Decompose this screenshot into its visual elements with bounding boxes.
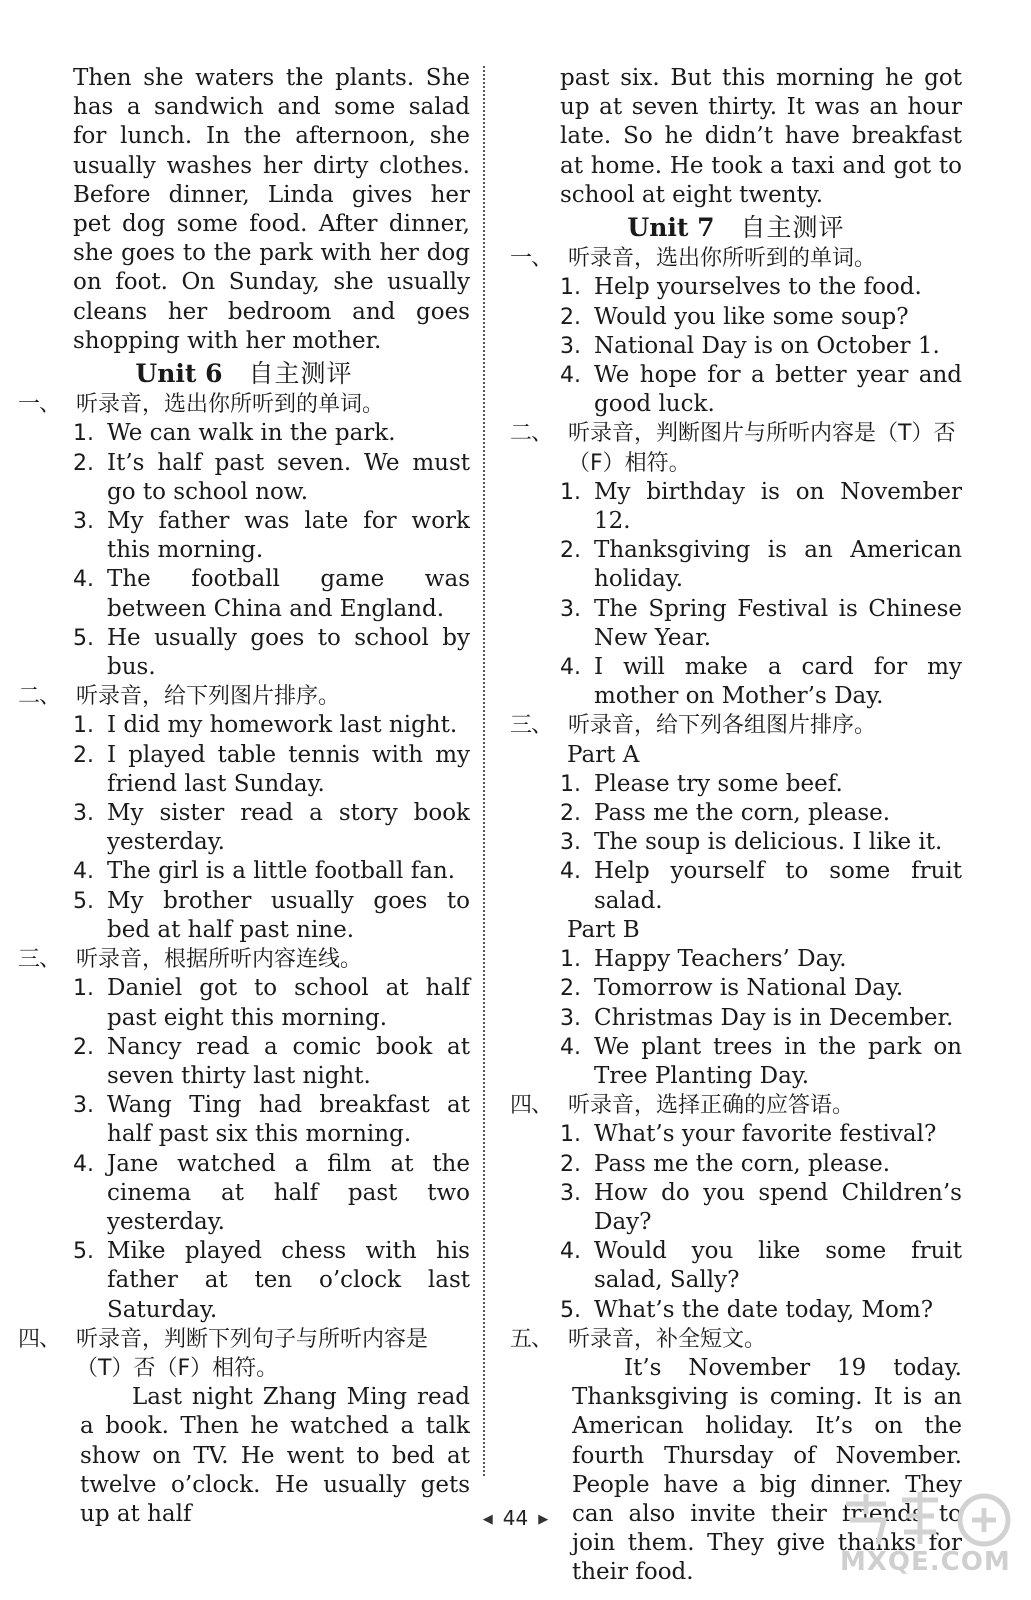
unit7-title-text: Unit 7: [627, 213, 715, 243]
list-item: [560, 536, 962, 594]
list-item: [560, 595, 962, 653]
list-item: [560, 1120, 962, 1149]
item-text: I will make a card for my mother on Mother’s Day.: [594, 654, 962, 710]
unit6-section3-heading: [18, 945, 470, 974]
section-number: 一、: [18, 392, 61, 418]
item-text: Would you like some fruit salad, Sally?: [594, 1238, 962, 1294]
list-item: [560, 974, 962, 1003]
section-instruction: 听录音，选出你所听到的单词。: [76, 392, 385, 418]
item-text: I played table tennis with my friend last Sunday.: [107, 741, 470, 797]
item-text: My brother usually goes to bed at half past nine.: [107, 887, 470, 943]
item-text: Thanksgiving is an American holiday.: [594, 537, 962, 593]
passage-text: It’s November 19 today. Thanksgiving is coming. It is an American holiday. It’s on the fourth Thursday of November. People have a big dinner. They can also invite their friends to join them. They give thanks for their food.: [572, 1354, 962, 1586]
list-item: [73, 887, 470, 945]
item-text: Daniel got to school at half past eight this morning.: [107, 975, 470, 1031]
triangle-left-icon: ◀: [482, 1512, 493, 1527]
list-item: [560, 1150, 962, 1179]
item-number: 5.: [560, 1297, 581, 1323]
item-text: Mike played chess with his father at ten o’clock last Saturday.: [107, 1238, 470, 1323]
list-item: [73, 857, 470, 886]
item-number: 3.: [560, 596, 581, 622]
item-text: What’s the date today, Mom?: [594, 1296, 934, 1323]
item-text: I did my homework last night.: [107, 712, 458, 739]
right-column: [510, 64, 962, 1588]
item-text: My birthday is on November 12.: [594, 478, 962, 535]
item-number: 1.: [560, 275, 581, 301]
list-item: [73, 624, 470, 682]
list-item: [560, 828, 962, 857]
item-number: 2.: [560, 1151, 581, 1177]
left-column: [18, 64, 470, 1529]
page-number: 44: [502, 1506, 529, 1530]
item-number: 2.: [560, 304, 581, 330]
item-number: 2.: [560, 538, 581, 564]
list-item: [73, 741, 470, 799]
item-number: 2.: [560, 801, 581, 827]
list-item: [73, 449, 470, 507]
item-number: 1.: [560, 1122, 581, 1148]
list-item: [560, 361, 962, 419]
item-number: 4.: [73, 1151, 94, 1177]
section-instruction: 听录音，选择正确的应答语。: [568, 1093, 855, 1119]
item-number: 5.: [73, 625, 94, 651]
unit6-subtitle: 自主测评: [248, 359, 353, 389]
item-text: Pass me the corn, please.: [594, 1150, 891, 1177]
list-item: [560, 945, 962, 974]
unit6-section3-list: [18, 974, 470, 1324]
item-number: 3.: [73, 801, 94, 827]
unit7-section5-heading: [510, 1325, 962, 1354]
item-number: 4.: [73, 859, 94, 885]
section-number: 五、: [510, 1326, 553, 1352]
section-instruction: 听录音，判断下列句子与所听内容是（T）否（F）相符。: [76, 1326, 429, 1381]
item-text: We plant trees in the park on Tree Planting Day.: [594, 1033, 962, 1089]
watermark-text: MXQE.COM: [840, 1547, 1011, 1577]
item-number: 1.: [560, 947, 581, 973]
item-text: Christmas Day is in December.: [594, 1004, 954, 1031]
item-text: Tomorrow is National Day.: [594, 975, 904, 1002]
unit7-section4-heading: [510, 1091, 962, 1120]
section-instruction: 听录音，判断图片与所听内容是（T）否（F）相符。: [568, 421, 956, 476]
list-item: [560, 1179, 962, 1237]
item-number: 1.: [560, 479, 581, 505]
item-number: 4.: [73, 567, 94, 593]
item-text: Would you like some soup?: [594, 303, 909, 330]
unit7-title: [510, 213, 962, 242]
intro-paragraph-left: Then she waters the plants. She has a sandwich and some salad for lunch. In the afternoon, she usually washes her dirty clothes. Before dinner, Linda gives her pet dog some food. After dinner, she goes to the park with her dog on foot. On Sunday, she usually cleans her bedroom and goes shopping with her mother.: [73, 65, 470, 354]
list-item: [560, 1033, 962, 1091]
item-number: 4.: [560, 1239, 581, 1265]
item-text: Wang Ting had breakfast at half past six this morning.: [107, 1092, 470, 1148]
item-text: It’s half past seven. We must go to school now.: [107, 449, 470, 505]
unit6-section1-list: [18, 419, 470, 682]
section-instruction: 听录音，选出你所听到的单词。: [568, 246, 877, 272]
section-instruction: 听录音，给下列图片排序。: [76, 684, 341, 710]
list-item: [560, 478, 962, 536]
item-number: 2.: [73, 742, 94, 768]
list-item: [560, 653, 962, 711]
item-number: 1.: [73, 976, 94, 1002]
unit6-section4-heading: [18, 1325, 470, 1383]
item-number: 3.: [560, 333, 581, 359]
item-number: 3.: [73, 1093, 94, 1119]
item-number: 1.: [73, 421, 94, 447]
item-number: 4.: [560, 363, 581, 389]
passage-text: Last night Zhang Ming read a book. Then he watched a talk show on TV. He went to bed at twelve o’clock. He usually gets up at half: [80, 1384, 470, 1527]
item-number: 3.: [560, 830, 581, 856]
item-text: My father was late for work this morning.: [107, 508, 470, 564]
list-item: [73, 1091, 470, 1149]
unit6-title: [18, 359, 470, 388]
list-item: [560, 273, 962, 302]
item-text: How do you spend Children’s Day?: [594, 1179, 962, 1235]
item-text: The Spring Festival is Chinese New Year.: [594, 595, 962, 651]
section-instruction: 听录音，根据所听内容连线。: [76, 947, 363, 973]
unit7-section3-part-a-list: [510, 770, 962, 916]
unit6-title-text: Unit 6: [135, 359, 223, 389]
list-item: [560, 1237, 962, 1295]
item-number: 3.: [73, 509, 94, 535]
list-item: [560, 1296, 962, 1325]
watermark-logo: [836, 1486, 1016, 1586]
list-item: [560, 303, 962, 332]
unit7-section1-list: [510, 273, 962, 419]
section-number: 四、: [510, 1093, 553, 1119]
list-item: [560, 799, 962, 828]
unit6-section2-heading: [18, 682, 470, 711]
part-a-label: Part A: [567, 741, 640, 768]
item-number: 4.: [560, 859, 581, 885]
section-instruction: 听录音，给下列各组图片排序。: [568, 713, 877, 739]
item-text: The football game was between China and England.: [107, 566, 470, 622]
item-text: National Day is on October 1.: [594, 332, 940, 359]
item-text: We hope for a better year and good luck.: [594, 362, 962, 418]
list-item: [73, 1150, 470, 1238]
item-text: The girl is a little football fan.: [107, 858, 456, 885]
item-number: 1.: [73, 713, 94, 739]
section-number: 四、: [18, 1326, 61, 1352]
item-text: Pass me the corn, please.: [594, 800, 891, 827]
list-item: [560, 857, 962, 915]
item-text: Jane watched a film at the cinema at half past two yesterday.: [107, 1150, 470, 1235]
item-text: We can walk in the park.: [107, 420, 396, 447]
list-item: [73, 1033, 470, 1091]
item-text: Nancy read a comic book at seven thirty last night.: [107, 1033, 470, 1089]
column-divider: [483, 66, 485, 1476]
unit7-section3-heading: [510, 711, 962, 740]
watermark-emblem-icon: [836, 1486, 1016, 1556]
list-item: [560, 770, 962, 799]
item-text: Help yourself to some fruit salad.: [594, 858, 962, 914]
unit7-subtitle: 自主测评: [740, 213, 845, 243]
triangle-right-icon: ▶: [538, 1512, 549, 1527]
item-number: 1.: [560, 771, 581, 797]
item-text: What’s your favorite festival?: [594, 1121, 937, 1148]
section-instruction: 听录音，补全短文。: [568, 1326, 767, 1352]
item-number: 5.: [73, 1239, 94, 1265]
list-item: [73, 507, 470, 565]
item-text: The soup is delicious. I like it.: [594, 829, 943, 856]
list-item: [73, 565, 470, 623]
section-number: 三、: [510, 713, 553, 739]
item-text: Happy Teachers’ Day.: [594, 946, 847, 973]
list-item: [73, 1237, 470, 1325]
unit7-section3-part-b-list: [510, 945, 962, 1091]
list-item: [560, 332, 962, 361]
item-number: 2.: [73, 450, 94, 476]
list-item: [73, 419, 470, 448]
item-number: 4.: [560, 655, 581, 681]
item-text: Help yourselves to the food.: [594, 274, 922, 301]
item-number: 4.: [560, 1034, 581, 1060]
part-b-label: Part B: [567, 916, 640, 943]
item-text: Please try some beef.: [594, 770, 843, 797]
intro-paragraph-right: past six. But this morning he got up at seven thirty. It was an hour late. So he didn’t have breakfast at home. He took a taxi and got to school at eight twenty.: [560, 65, 962, 208]
unit7-section4-list: [510, 1120, 962, 1324]
section-number: 一、: [510, 246, 553, 272]
list-item: [73, 799, 470, 857]
unit7-section2-heading: [510, 419, 962, 477]
item-number: 2.: [560, 976, 581, 1002]
section-number: 二、: [18, 684, 61, 710]
item-number: 3.: [560, 1180, 581, 1206]
section-number: 三、: [18, 947, 61, 973]
unit6-section2-list: [18, 711, 470, 945]
section-number: 二、: [510, 421, 553, 447]
item-text: He usually goes to school by bus.: [107, 624, 470, 681]
list-item: [73, 974, 470, 1032]
list-item: [560, 1004, 962, 1033]
item-text: My sister read a story book yesterday.: [107, 800, 470, 856]
item-number: 3.: [560, 1005, 581, 1031]
unit7-section2-list: [510, 478, 962, 712]
item-number: 2.: [73, 1034, 94, 1060]
unit7-section1-heading: [510, 244, 962, 273]
item-number: 5.: [73, 888, 94, 914]
unit6-section1-heading: [18, 390, 470, 419]
list-item: [73, 711, 470, 740]
